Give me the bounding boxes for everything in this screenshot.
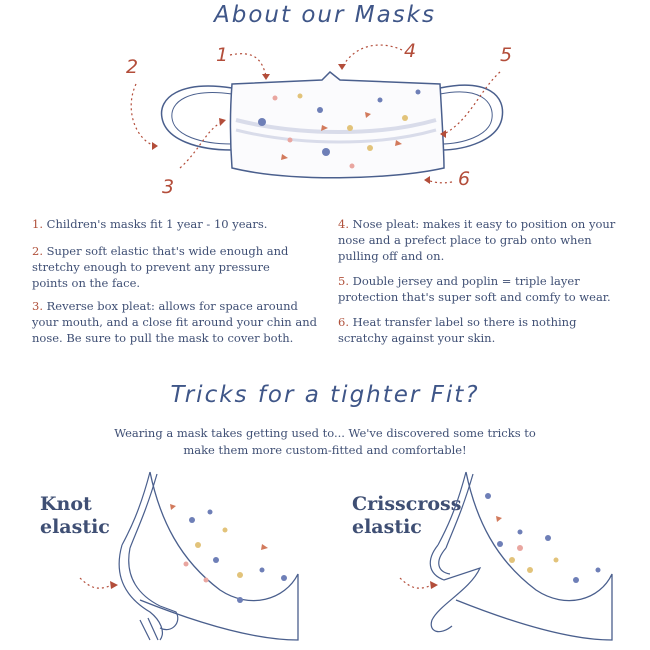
feature-3: 3. Reverse box pleat: allows for space around your mouth, and a close fit around your chin and nose. Be sure to pull the mask to cover both.	[32, 299, 317, 345]
page-title: About our Masks	[214, 2, 436, 28]
feature-2: 2. Super soft elastic that's wide enough and stretchy enough to prevent any pressure points on the face.	[32, 244, 289, 290]
tricks-intro: Wearing a mask takes getting used to... We've discovered some tricks to make them more custom-fitted and comfortable!	[114, 426, 536, 457]
callout-1: 1	[216, 44, 229, 66]
callout-3: 3	[162, 176, 175, 198]
tricks-title: Tricks for a tighter Fit?	[170, 382, 480, 408]
knot-elastic-label: Knot elastic	[40, 493, 110, 538]
callout-2: 2	[126, 56, 139, 78]
feature-5: 5. Double jersey and poplin = triple layer protection that's super soft and comfy to wear.	[338, 274, 611, 304]
callout-4: 4	[404, 40, 417, 62]
feature-4: 4. Nose pleat: makes it easy to position on your nose and a prefect place to grab onto when pulling off and on.	[338, 217, 616, 263]
feature-6: 6. Heat transfer label so there is nothing scratchy against your skin.	[338, 315, 577, 345]
feature-1: 1. Children's masks fit 1 year - 10 years.	[32, 217, 268, 231]
callout-5: 5	[500, 44, 513, 66]
callout-6: 6	[458, 168, 471, 190]
crisscross-elastic-label: Crisscross elastic	[352, 493, 462, 538]
